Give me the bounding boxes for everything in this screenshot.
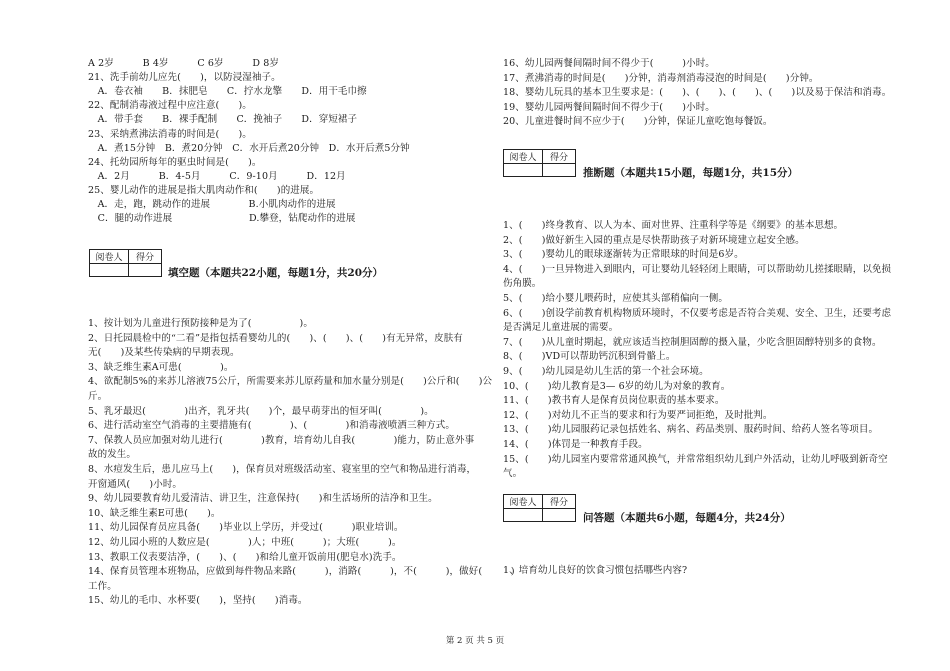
question-line: 11、( )教书育人是保育员岗位职责的基本要求。: [503, 395, 725, 407]
question-line: 3、( )婴幼儿的眼球逐渐转为正常眼球的时间是6岁。: [503, 249, 744, 261]
question-line: A．2月 B．4-5月 C．9-10月 D．12月: [88, 170, 346, 182]
question-line: 8、( )VD可以帮助钙沉积到骨骼上。: [503, 351, 676, 363]
score-box-reviewer-label: 阅卷人: [504, 495, 543, 509]
score-box-reviewer-label: 阅卷人: [90, 250, 129, 264]
question-line: 17、煮沸消毒的时间是( )分钟，消毒剂消毒浸泡的时间是( )分钟。: [503, 72, 819, 84]
question-line: 2、日托园晨检中的“二看”是指包括看婴幼儿的( )、( )、( )有无异常，皮肤有: [88, 332, 463, 344]
question-line: 8、水痘发生后，患儿应马上( )，保育员对班级活动室、寝室里的空气和物品进行消毒，: [88, 464, 477, 475]
question-line: 工作。: [88, 580, 117, 592]
question-line: 18、婴幼儿玩具的基本卫生要求是：( )、( )、( )、( )以及易于保洁和消毒。: [503, 87, 892, 99]
question-line: 1、( )终身教育、以人为本、面对世界、注重科学等是《纲要》的基本思想。: [503, 220, 844, 231]
question-line: 4、欲配制5%的来苏儿溶液75公斤，所需要来苏儿原药量和加水量分别是( )公斤和( )公: [88, 376, 493, 388]
question-line: 9、幼儿园要教育幼儿爱清洁、讲卫生，注意保持( )和生活场所的洁净和卫生。: [88, 493, 438, 505]
score-box-fill: [89, 249, 162, 277]
question-line: A 2岁 B 4岁 C 6岁 D 8岁: [88, 58, 279, 69]
question-line: 10、( )幼儿教育是3— 6岁的幼儿为对象的教育。: [503, 380, 731, 392]
question-line: 9、( )幼儿园是幼儿生活的第一个社会环境。: [503, 366, 709, 377]
question-line: 13、教职工仪表要洁净，( )、( )和给儿童开饭前用(肥皂水)洗手。: [88, 551, 402, 563]
score-box-score-label: 得分: [129, 250, 162, 264]
question-line: 12、( )对幼儿不正当的要求和行为要严词拒绝，及时批判。: [503, 409, 773, 421]
score-box-score-cell: [543, 509, 576, 522]
score-box-score-label: 得分: [543, 495, 576, 509]
score-box-score-cell: [543, 164, 576, 177]
question-line: 7、保教人员应加强对幼儿进行( )教育，培育幼儿自我( )能力，防止意外事: [88, 434, 475, 446]
score-box-reviewer-cell: [504, 509, 543, 522]
question-line: 12、幼儿园小班的人数应是( )人；中班( )；大班( )。: [88, 537, 402, 548]
section-title-judge: 推断题（本题共15小题，每题1分，共15分）: [583, 167, 799, 179]
score-box-score-cell: [129, 264, 162, 277]
score-box-judge: [503, 149, 576, 177]
question-line: 14、保育员管理本班物品，应做到每件物品来路( )，消路( )，不( )，做好( ): [88, 566, 515, 578]
question-line: A．带手套 B．裸手配制 C．挽袖子 D．穿短裙子: [88, 114, 358, 126]
question-line: 3、缺乏维生素A可患( )。: [88, 361, 234, 373]
question-line: 24、托幼园所每年的驱虫时间是( )。: [88, 156, 262, 168]
question-line: 10、缺乏维生素E可患( )。: [88, 507, 221, 519]
score-box-score-label: 得分: [543, 150, 576, 164]
question-line: 15、幼儿的毛巾、水杯要( )，坚持( )消毒。: [88, 595, 308, 607]
question-line: 伤角膜。: [503, 278, 542, 290]
section-title-qa: 问答题（本题共6小题，每题4分，共24分）: [583, 512, 791, 524]
question-line: 4、( )一旦异物进入到眼内，可让婴幼儿轻轻闭上眼睛，可以帮助幼儿搓揉眼睛，以免损: [503, 263, 892, 275]
question-line: 14、( )体罚是一种教育手段。: [503, 439, 648, 450]
question-line: 11、幼儿园保育员应具备( )毕业以上学历，并受过( )职业培训。: [88, 522, 404, 534]
question-line: 13、( )幼儿园服药记录包括姓名、病名、药品类别、服药时间、给药人签名等项目。: [503, 424, 879, 436]
question-line: 斤。: [88, 391, 108, 402]
question-line: 5、( )给小婴儿喂药时，应使其头部稍偏向一侧。: [503, 293, 728, 304]
page-footer: 第 2 页 共 5 页: [445, 636, 505, 646]
question-line: 气。: [503, 468, 523, 480]
question-line: 19、婴幼儿园两餐间隔时间不得少于( )小时。: [503, 101, 715, 113]
question-line: 20、儿童进餐时间不应少于( )分钟，保证儿童吃饱每餐饭。: [503, 116, 773, 128]
question-line: A．煮15分钟 B．煮20分钟 C．水开后煮20分钟 D．水开后煮5分钟: [88, 142, 410, 154]
score-box-reviewer-cell: [90, 264, 129, 277]
question-line: 6、( )创设学前教育机构物质环境时，不仅要考虑是否符合美观、安全、卫生，还要考虑: [503, 307, 892, 319]
question-line: 1、培育幼儿良好的饮食习惯包括哪些内容?: [503, 565, 688, 576]
score-box-qa: [503, 494, 576, 522]
question-line: 21、洗手前幼儿应先( )，以防浸湿袖子。: [88, 72, 281, 84]
question-line: 1、按计划为儿童进行预防接种是为了( )。: [88, 318, 313, 329]
section-title-fill: 填空题（本题共22小题，每题1分，共20分）: [168, 267, 384, 279]
question-line: 故的发生。: [88, 449, 137, 461]
question-line: 7、( )从儿童时期起，就应该适当控制胆固醇的摄入量，少吃含胆固醇特别多的食物。: [503, 336, 882, 348]
question-line: 是否满足儿童进展的需要。: [503, 322, 619, 334]
score-box-reviewer-label: 阅卷人: [504, 150, 543, 164]
score-box-reviewer-cell: [504, 164, 543, 177]
question-line: 25、婴儿动作的进展是指大肌肉动作和( )的进展。: [88, 184, 320, 196]
question-line: 2、( )做好新生入园的重点是尽快帮助孩子对新环境建立起安全感。: [503, 234, 805, 246]
question-line: 16、幼儿园两餐间隔时间不得少于( )小时。: [503, 58, 715, 69]
question-line: 6、进行活动室空气消毒的主要措施有( )、( )和消毒液喷洒三种方式。: [88, 420, 455, 432]
question-line: 开窗通风( )小时。: [88, 478, 183, 490]
question-line: A．卷衣袖 B．抹肥皂 C．拧水龙擎 D．用干毛巾擦: [88, 86, 367, 98]
question-line: 15、( )幼儿园室内要常常通风换气，并常常组织幼儿到户外活动，让幼儿呼吸到新奇空: [503, 453, 888, 465]
question-line: 23、采纳煮沸法消毒的时间是( )。: [88, 128, 252, 140]
question-line: 22、配制消毒液过程中应注意( )。: [88, 100, 252, 112]
question-line: A．走，跑，跳动作的进展 B.小肌肉动作的进展: [88, 199, 336, 210]
question-line: C．腿的动作进展 D.攀登，钻爬动作的进展: [88, 213, 356, 225]
question-line: 无( )及某些传染病的早期表现。: [88, 347, 240, 359]
question-line: 5、乳牙最迟( )出齐，乳牙共( )个，最早萌芽出的恒牙叫( )。: [88, 405, 434, 417]
